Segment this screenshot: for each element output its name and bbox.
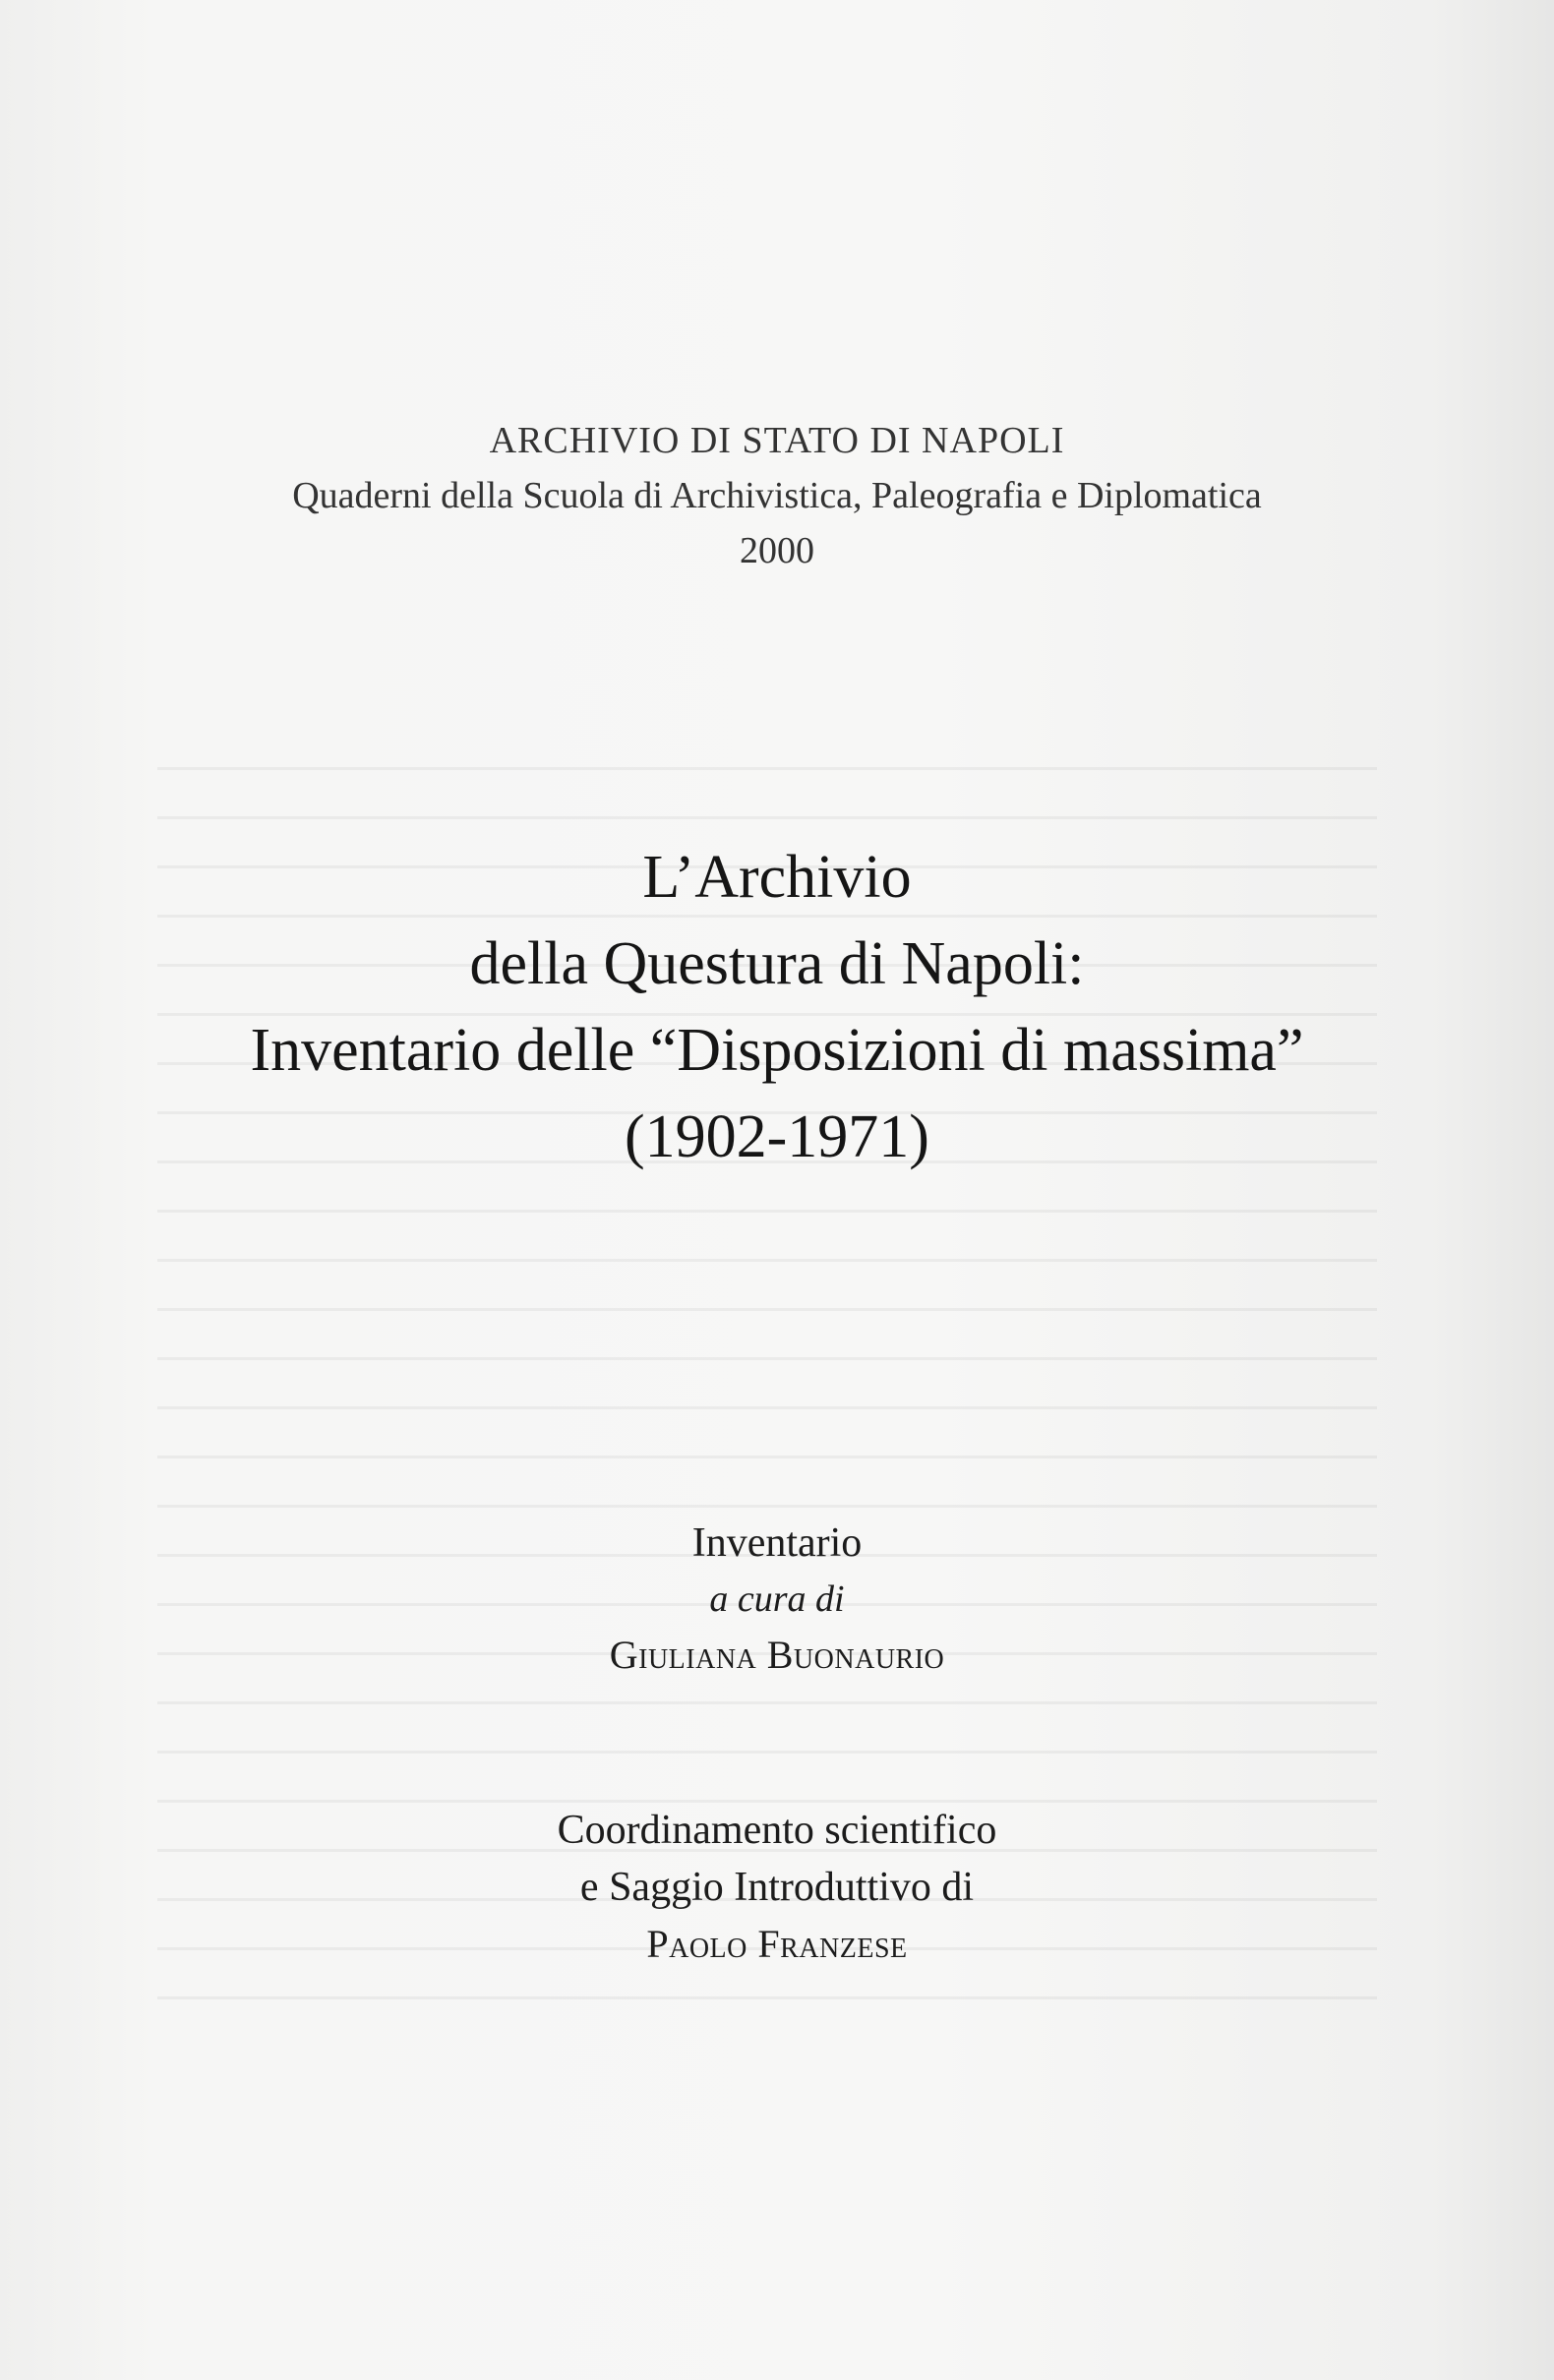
curated-by-label: a cura di	[709, 1578, 845, 1620]
editor-name: Giuliana Buonaurio	[609, 1633, 945, 1677]
title-line-1: L’Archivio	[642, 844, 912, 911]
coordination-line-2: e Saggio Introduttivo di	[579, 1865, 975, 1910]
title-line-3: Inventario delle “Disposizioni di massima”	[250, 1017, 1304, 1084]
publisher-header	[0, 413, 1554, 578]
book-title	[0, 834, 1554, 1180]
title-line-4: (1902-1971)	[625, 1103, 929, 1170]
editor-credit	[0, 1515, 1554, 1684]
publication-year: 2000	[740, 530, 814, 571]
series-name: Quaderni della Scuola di Archivistica, Paleografia e Diplomatica	[292, 475, 1262, 516]
archive-name: ARCHIVIO DI STATO DI NAPOLI	[489, 420, 1065, 461]
coordination-line-1: Coordinamento scientifico	[557, 1808, 997, 1853]
coordinator-name: Paolo Franzese	[646, 1922, 908, 1966]
work-type-label: Inventario	[691, 1520, 863, 1566]
title-line-2: della Questura di Napoli:	[469, 930, 1085, 997]
coordination-credit	[0, 1802, 1554, 1973]
